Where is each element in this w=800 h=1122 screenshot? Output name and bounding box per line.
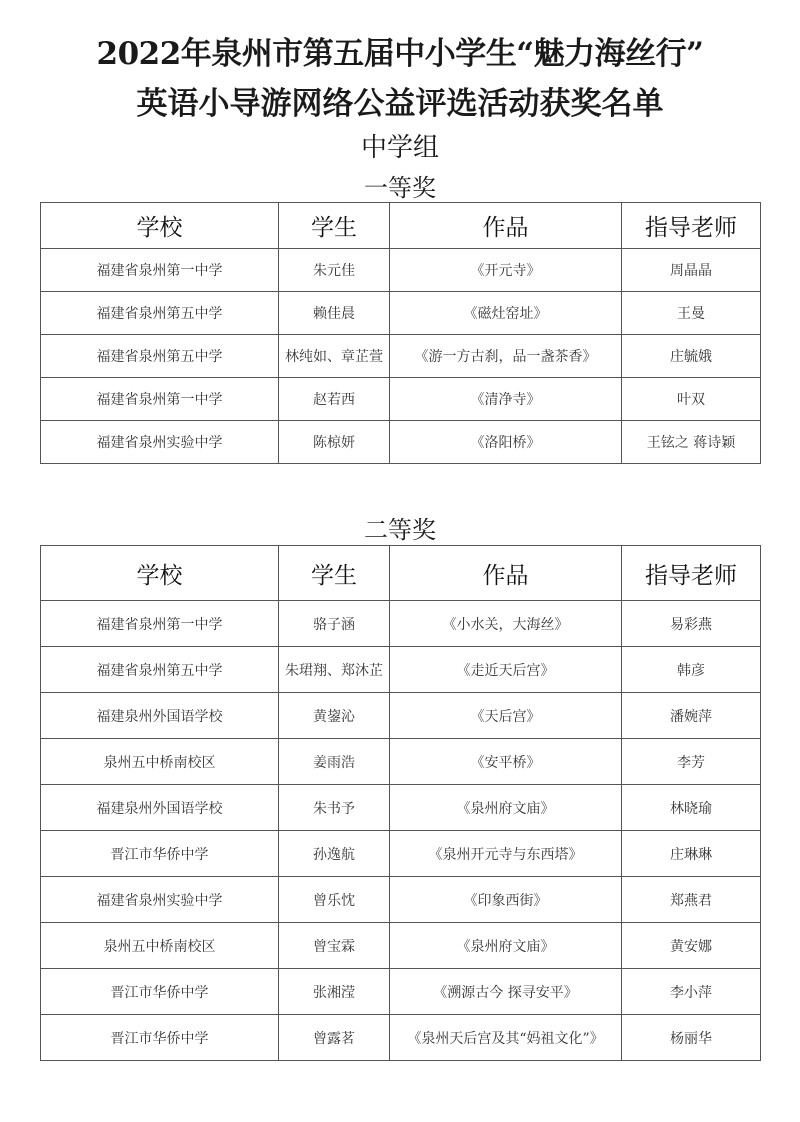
cell-school: 泉州五中桥南校区: [41, 739, 279, 785]
cell-student: 赖佳晨: [279, 292, 390, 335]
cell-student: 赵若西: [279, 378, 390, 421]
cell-teacher: 周晶晶: [622, 249, 761, 292]
table-row: [41, 601, 761, 647]
cell-school: 福建省泉州第一中学: [41, 601, 279, 647]
document-title-line2: 英语小导游网络公益评选活动获奖名单: [136, 86, 664, 122]
table-row: [41, 739, 761, 785]
header-work: 作品: [390, 203, 622, 249]
cell-work: 《磁灶窑址》: [390, 292, 622, 335]
cell-teacher: 王曼: [622, 292, 761, 335]
cell-student: 朱书予: [279, 785, 390, 831]
header-student: 学生: [279, 203, 390, 249]
cell-work: 《溯源古今 探寻安平》: [390, 969, 622, 1015]
cell-student: 骆子涵: [279, 601, 390, 647]
second-prize-heading: 二等奖: [364, 516, 436, 544]
cell-student: 曾宝霖: [279, 923, 390, 969]
table-row: [41, 421, 761, 464]
cell-school: 晋江市华侨中学: [41, 831, 279, 877]
first-prize-heading: 一等奖: [364, 174, 436, 202]
cell-teacher: 潘婉萍: [622, 693, 761, 739]
cell-teacher: 黄安娜: [622, 923, 761, 969]
table-row: [41, 292, 761, 335]
first-prize-table: [40, 202, 761, 464]
cell-teacher: 韩彦: [622, 647, 761, 693]
cell-school: 福建泉州外国语学校: [41, 785, 279, 831]
header-student: 学生: [279, 546, 390, 601]
header-school: 学校: [41, 203, 279, 249]
cell-teacher: 王铉之 蒋诗颖: [622, 421, 761, 464]
table-row: [41, 335, 761, 378]
table-row: [41, 877, 761, 923]
cell-school: 福建省泉州第五中学: [41, 292, 279, 335]
cell-teacher: 易彩燕: [622, 601, 761, 647]
cell-work: 《天后宫》: [390, 693, 622, 739]
cell-student: 姜雨浩: [279, 739, 390, 785]
cell-teacher: 李小萍: [622, 969, 761, 1015]
header-school: 学校: [41, 546, 279, 601]
cell-work: 《游一方古刹，品一盏茶香》: [390, 335, 622, 378]
cell-work: 《泉州府文庙》: [390, 923, 622, 969]
table-row: [41, 831, 761, 877]
cell-student: 朱元佳: [279, 249, 390, 292]
cell-teacher: 杨丽华: [622, 1015, 761, 1061]
cell-work: 《走近天后宫》: [390, 647, 622, 693]
cell-student: 张湘滢: [279, 969, 390, 1015]
table-row: [41, 693, 761, 739]
cell-school: 福建泉州外国语学校: [41, 693, 279, 739]
cell-teacher: 郑燕君: [622, 877, 761, 923]
header-work: 作品: [390, 546, 622, 601]
cell-school: 泉州五中桥南校区: [41, 923, 279, 969]
cell-student: 林纯如、章芷萱: [279, 335, 390, 378]
group-heading: 中学组: [360, 133, 439, 163]
cell-work: 《洛阳桥》: [390, 421, 622, 464]
cell-school: 福建省泉州第一中学: [41, 378, 279, 421]
header-teacher: 指导老师: [622, 546, 761, 601]
cell-work: 《印象西街》: [390, 877, 622, 923]
cell-school: 福建省泉州第五中学: [41, 335, 279, 378]
table-row: [41, 249, 761, 292]
cell-school: 晋江市华侨中学: [41, 969, 279, 1015]
cell-work: 《小水关，大海丝》: [390, 601, 622, 647]
table-row: [41, 785, 761, 831]
cell-school: 福建省泉州实验中学: [41, 421, 279, 464]
cell-teacher: 李芳: [622, 739, 761, 785]
table-row: [41, 378, 761, 421]
cell-student: 曾乐忱: [279, 877, 390, 923]
table-header-row: [41, 203, 761, 249]
cell-work: 《泉州府文庙》: [390, 785, 622, 831]
table-header-row: [41, 546, 761, 601]
cell-teacher: 叶双: [622, 378, 761, 421]
second-prize-table: [40, 545, 761, 1061]
cell-student: 陈椋妍: [279, 421, 390, 464]
cell-school: 福建省泉州第五中学: [41, 647, 279, 693]
table-row: [41, 1015, 761, 1061]
cell-teacher: 庄琳琳: [622, 831, 761, 877]
cell-school: 晋江市华侨中学: [41, 1015, 279, 1061]
cell-student: 黄鋆沁: [279, 693, 390, 739]
cell-student: 曾露茗: [279, 1015, 390, 1061]
table-row: [41, 647, 761, 693]
cell-school: 福建省泉州实验中学: [41, 877, 279, 923]
header-teacher: 指导老师: [622, 203, 761, 249]
cell-school: 福建省泉州第一中学: [41, 249, 279, 292]
cell-work: 《开元寺》: [390, 249, 622, 292]
cell-teacher: 庄毓娥: [622, 335, 761, 378]
cell-teacher: 林晓瑜: [622, 785, 761, 831]
table-row: [41, 969, 761, 1015]
cell-work: 《清净寺》: [390, 378, 622, 421]
cell-work: 《安平桥》: [390, 739, 622, 785]
table-row: [41, 923, 761, 969]
cell-work: 《泉州天后宫及其“妈祖文化”》: [390, 1015, 622, 1061]
cell-work: 《泉州开元寺与东西塔》: [390, 831, 622, 877]
cell-student: 孙逸航: [279, 831, 390, 877]
cell-student: 朱珺翔、郑沐芷: [279, 647, 390, 693]
document-title-line1: 2022年泉州市第五届中小学生“魅力海丝行”: [96, 36, 704, 72]
